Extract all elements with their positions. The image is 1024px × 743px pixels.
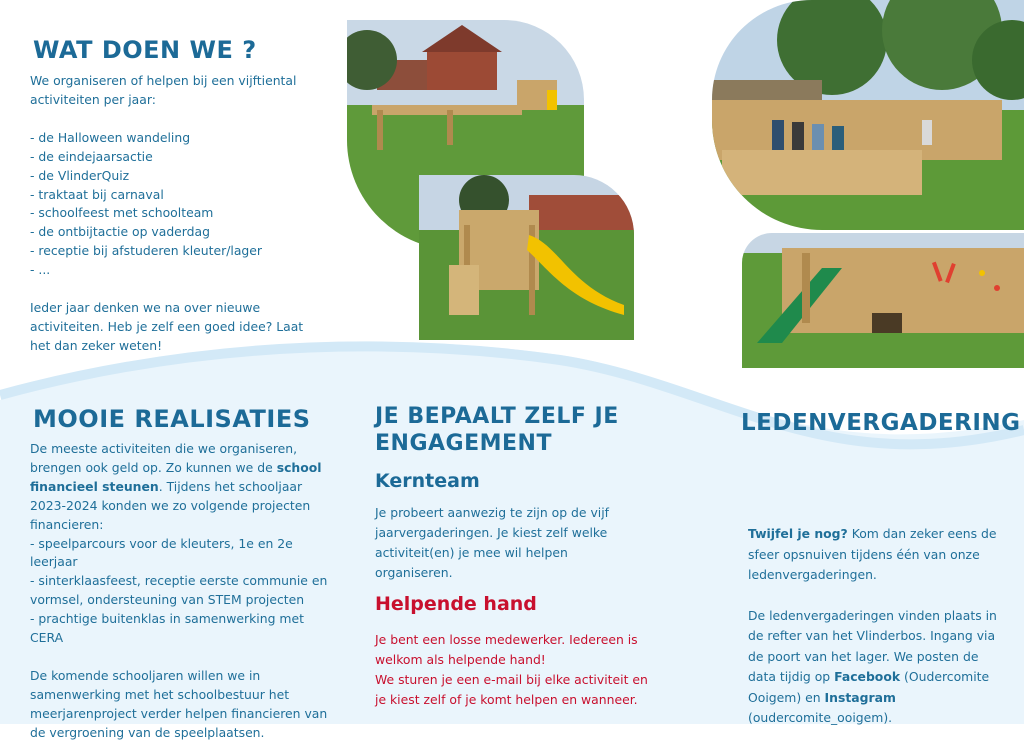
activity-item: - traktaat bij carnaval — [30, 186, 164, 202]
wat-doen-we-text — [30, 72, 320, 356]
activity-item: - receptie bij afstuderen kleuter/lager — [30, 243, 263, 259]
yellow-slide-photo — [419, 175, 634, 340]
helpende-hand-title: Helpende hand — [375, 593, 537, 615]
green-slide-photo — [742, 233, 1024, 368]
facebook-label: Facebook — [834, 669, 901, 684]
mooie-realisaties-paragraph: De meeste activiteiten die we organiseren, brengen ook geld op. Zo kunnen we de school financieel steunen. Tijdens het schooljaar 2023-2024 konden we zo volgende projecten financieren: — [30, 441, 322, 532]
instagram-label: Instagram — [824, 689, 896, 705]
wat-doen-we-intro: We organiseren of helpen bij een vijftiental activiteiten per jaar: — [30, 73, 297, 107]
helpende-hand-line: Je bent een losse medewerker. Iedereen is welkom als helpende hand! — [375, 632, 638, 667]
wat-doen-we-outro: Ieder jaar denken we na over nieuwe activiteiten. Heb je zelf een goed idee? Laat het dan zeker weten! — [30, 300, 304, 353]
activity-item: - de ontbijtactie op vaderdag — [30, 224, 211, 240]
ledenvergadering-title: LEDENVERGADERING — [741, 410, 1021, 436]
project-item: - prachtige buitenklas in samenwerking met CERA — [30, 611, 304, 646]
wat-doen-we-title: WAT DOEN WE ? — [33, 36, 257, 64]
activity-item: - ... — [30, 262, 51, 278]
ledenvergadering-text — [748, 524, 1008, 729]
helpende-hand-text — [375, 630, 650, 710]
helpende-hand-line: We sturen je een e-mail bij elke activiteit en je kiest zelf of je komt helpen en wanneer. — [375, 672, 648, 707]
mooie-realisaties-outro: De komende schooljaren willen we in samenwerking met het schoolbestuur het meerjarenproject verder helpen financieren van de vergroening van de speelplaatsen. — [30, 667, 328, 740]
project-item: - speelparcours voor de kleuters, 1e en 2e leerjaar — [30, 535, 293, 570]
activity-item: - de Halloween wandeling — [30, 129, 191, 145]
activity-item: - schoolfeest met schoolteam — [30, 205, 214, 221]
mooie-realisaties-title: MOOIE REALISATIES — [33, 405, 311, 433]
project-item: - sinterklaasfeest, receptie eerste communie en vormsel, ondersteuning van STEM projecten — [30, 573, 328, 608]
kernteam-text: Je probeert aanwezig te zijn op de vijf jaarvergaderingen. Je kiest zelf welke activiteit(en) je mee wil helpen organiseren. — [375, 505, 610, 580]
activity-item: - de eindejaarsactie — [30, 148, 153, 164]
kernteam-title: Kernteam — [375, 470, 480, 492]
activity-item: - de VlinderQuiz — [30, 167, 130, 183]
ledenvergadering-p2: De ledenvergaderingen vinden plaats in de refter van het Vlinderbos. Ingang via de poort van het lager. We posten de data tijdig op Facebook (Oudercomite Ooigem) en Instagram (oudercomite_ooigem). — [748, 607, 997, 725]
ledenvergadering-p1: Twijfel je nog? Kom dan zeker eens de sfeer opsnuiven tijdens één van onze ledenvergaderingen. — [748, 526, 997, 582]
outdoor-classroom-photo — [712, 0, 1024, 230]
engagement-title: JE BEPAALT ZELF JE ENGAGEMENT — [375, 404, 619, 456]
mooie-realisaties-text — [30, 440, 340, 743]
